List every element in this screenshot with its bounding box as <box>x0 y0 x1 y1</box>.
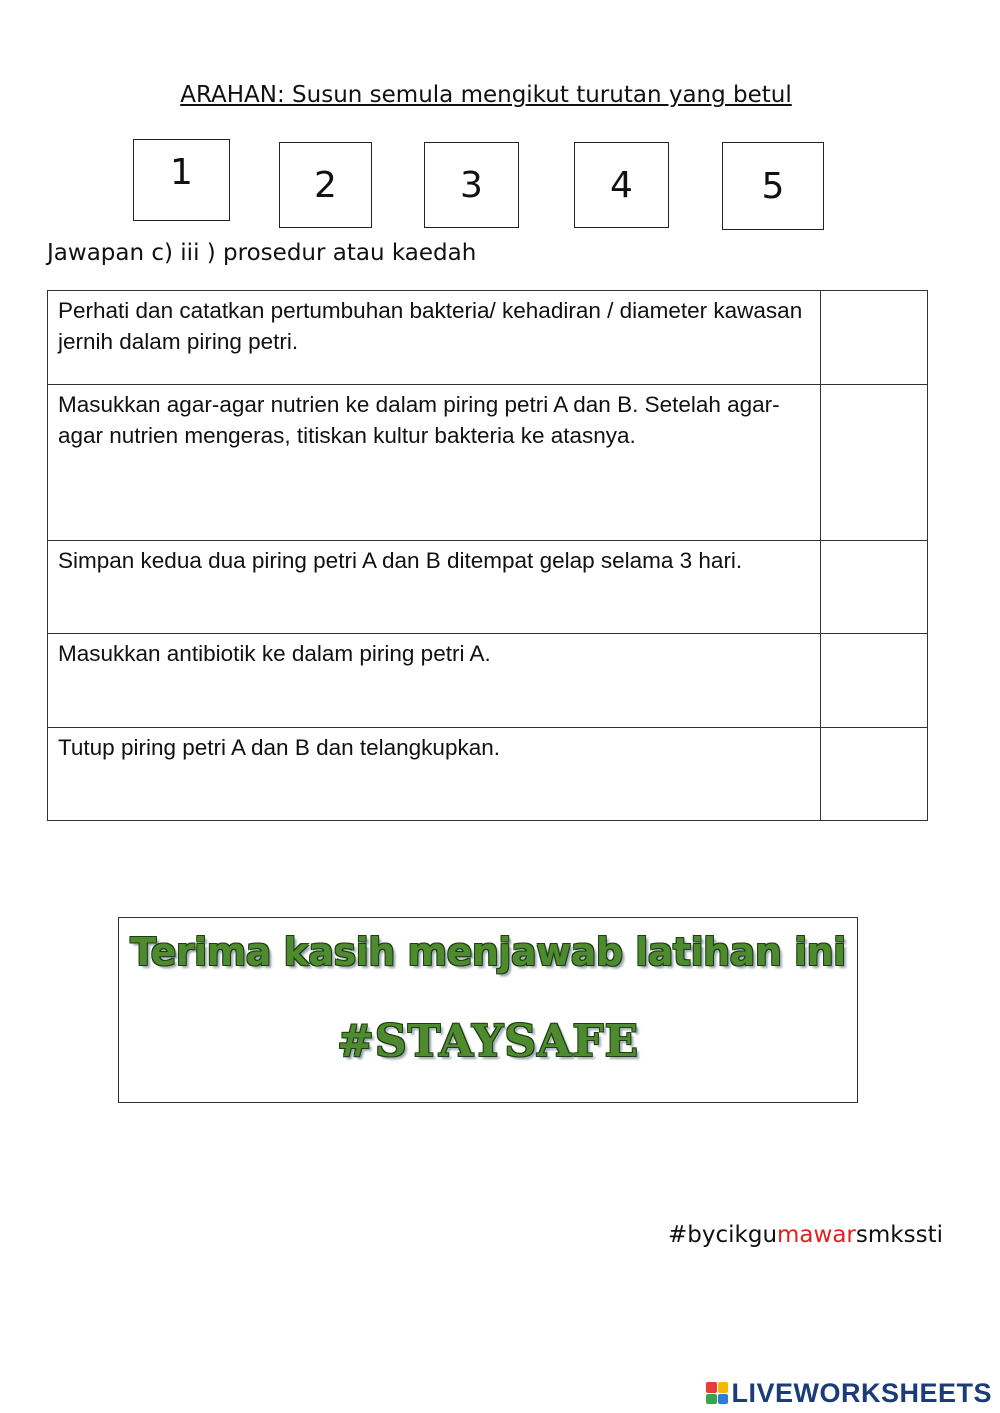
number-box-4[interactable] <box>574 142 669 228</box>
table-row <box>48 728 928 821</box>
credit-part-1: #bycikgu <box>668 1222 778 1248</box>
number-label: 2 <box>314 164 337 206</box>
answer-cell-3[interactable] <box>821 541 928 634</box>
table-row <box>48 541 928 634</box>
liveworksheets-grid-icon <box>706 1382 728 1404</box>
author-credit <box>668 1222 943 1248</box>
liveworksheets-logo[interactable] <box>706 1378 992 1408</box>
thanks-message: Terima kasih menjawab latihan ini <box>130 930 846 974</box>
number-box-5[interactable] <box>722 142 824 230</box>
credit-part-3: smkssti <box>855 1222 943 1248</box>
step-text: Masukkan antibiotik ke dalam piring petri A. <box>48 634 821 728</box>
credit-part-2: mawar <box>777 1222 856 1248</box>
logo-text: LIVEWORKSHEETS <box>731 1377 992 1408</box>
number-label: 5 <box>761 165 785 207</box>
answer-cell-4[interactable] <box>821 634 928 728</box>
answer-cell-2[interactable] <box>821 385 928 541</box>
number-label: 1 <box>170 152 193 193</box>
number-box-3[interactable] <box>424 142 519 228</box>
number-box-1[interactable] <box>133 139 230 221</box>
step-text: Perhati dan catatkan pertumbuhan bakteria/ kehadiran / diameter kawasan jernih dalam piring petri. <box>48 291 821 385</box>
step-text: Simpan kedua dua piring petri A dan B ditempat gelap selama 3 hari. <box>48 541 821 634</box>
number-box-2[interactable] <box>279 142 372 228</box>
table-row <box>48 634 928 728</box>
answer-cell-1[interactable] <box>821 291 928 385</box>
closing-message-box <box>118 917 858 1103</box>
number-label: 3 <box>460 164 483 206</box>
answer-label: Jawapan c) iii ) prosedur atau kaedah <box>47 240 477 266</box>
staysafe-hashtag: #STAYSAFE <box>336 1016 640 1067</box>
number-label: 4 <box>610 164 633 206</box>
procedure-table <box>47 290 928 821</box>
step-text: Tutup piring petri A dan B dan telangkupkan. <box>48 728 821 821</box>
table-row <box>48 385 928 541</box>
table-row <box>48 291 928 385</box>
answer-cell-5[interactable] <box>821 728 928 821</box>
instruction-heading: ARAHAN: Susun semula mengikut turutan yang betul <box>180 82 792 108</box>
step-text: Masukkan agar-agar nutrien ke dalam piring petri A dan B. Setelah agar-agar nutrien mengeras, titiskan kultur bakteria ke atasnya. <box>48 385 821 541</box>
